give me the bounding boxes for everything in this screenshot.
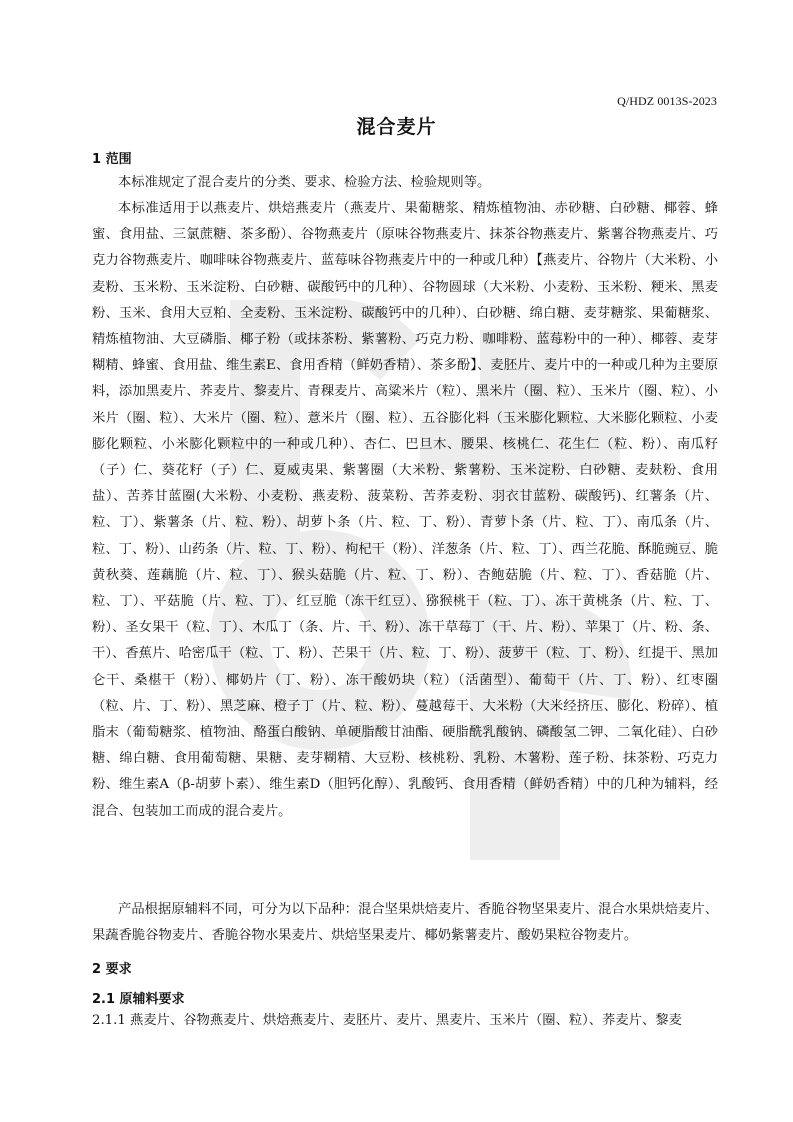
section-2-heading: 2 要求 — [92, 962, 132, 977]
scope-paragraph-1: 本标准规定了混合麦片的分类、要求、检验方法、检验规则等。 — [118, 175, 491, 190]
scope-paragraph-2: 本标准适用于以燕麦片、烘焙燕麦片（燕麦片、果葡糖浆、精炼植物油、赤砂糖、白砂糖、椰蓉、蜂蜜、食用盐、三氯蔗糖、茶多酚）、谷物燕麦片（原味谷物燕麦片、抹茶谷物燕麦片、紫薯谷物燕麦片、巧克力谷物燕麦片、咖啡味谷物燕麦片、蓝莓味谷物燕麦片中的一种或几种）【燕麦片、谷物片（大米粉、小麦粉、玉米粉、玉米淀粉、白砂糖、碳酸钙中的几种）、谷物圆球（大米粉、小麦粉、玉米粉、粳米、黑麦粉、玉米、食用大豆粕、全麦粉、玉米淀粉、碳酸钙中的几种）、白砂糖、绵白糖、麦芽糖浆、果葡糖浆、精炼植物油、大豆磷脂、椰子粉（或抹茶粉、紫薯粉、巧克力粉、咖啡粉、蓝莓粉中的一种）、椰蓉、麦芽糊精、蜂蜜、食用盐、维生素E、食用香精（鲜奶香精）、茶多酚】、麦胚片、麦片中的一种或几种为主要原料，添加黑麦片、荞麦片、黎麦片、青稞麦片、高粱米片（粒）、黑米片（圈、粒）、玉米片（圈、粒）、小米片（圈、粒）、大米片（圈、粒）、薏米片（圈、粒）、五谷膨化料（玉米膨化颗粒、大米膨化颗粒、小麦膨化颗粒、小米膨化颗粒中的一种或几种）、杏仁、巴旦木、腰果、核桃仁、花生仁（粒、粉）、南瓜籽（子）仁、葵花籽（子）仁、夏威夷果、紫薯圈（大米粉、紫薯粉、玉米淀粉、白砂糖、麦麸粉、食用盐）、苦荞甘蓝圈(大米粉、小麦粉、燕麦粉、菠菜粉、苦荞麦粉、羽衣甘蓝粉、碳酸钙)、红薯条（片、粒、丁）、紫薯条（片、粒、粉）、胡萝卜条（片、粒、丁、粉）、青萝卜条（片、粒、丁）、南瓜条（片、粒、丁、粉）、山药条（片、粒、丁、粉）、枸杞干（粉）、洋葱条（片、粒、丁）、西兰花脆、酥脆豌豆、脆黄秋葵、莲藕脆（片、粒、丁）、猴头菇脆（片、粒、丁、粉）、杏鲍菇脆（片、粒、丁）、香菇脆（片、粒、丁）、平菇脆（片、粒、丁）、红豆脆（冻干红豆）、猕猴桃干（粒、丁）、冻干黄桃条（片、粒、丁、粉）、圣女果干（粒、丁）、木瓜丁（条、片、干、粉）、冻干草莓丁（干、片、粉）、苹果丁（片、粉、条、干）、香蕉片、哈密瓜干（粒、丁、粉）、芒果干（片、粒、丁、粉）、菠萝干（粒、丁、粉）、红提干、黑加仑干、桑椹干（粉）、椰奶片（丁、粉）、冻干酸奶块（粒）（活菌型）、葡萄干（片、丁、粉）、红枣圈（粒、片、丁、粉）、黑芝麻、橙子丁（片、粒、粉）、蔓越莓干、大米粉（大米经挤压、膨化、粉碎）、植脂末（葡萄糖浆、植物油、酪蛋白酸钠、单硬脂酸甘油酯、硬脂酰乳酸钠、磷酸氢二钾、二氧化硅）、白砂糖、绵白糖、食用葡萄糖、果糖、麦芽糊精、大豆粉、核桃粉、乳粉、木薯粉、莲子粉、抹茶粉、巧克力粉、维生素A（β-胡萝卜素）、维生素D（胆钙化醇）、乳酸钙、食用香精（鲜奶香精）中的几种为辅料，经混合、包装加工而成的混合麦片。 — [92, 201, 718, 819]
clause-2-1-1: 2.1.1 燕麦片、谷物燕麦片、烘焙燕麦片、麦胚片、麦片、黑麦片、玉米片（圈、粒）、荞麦片、黎麦 — [92, 1013, 682, 1028]
section-2-1-heading: 2.1 原辅料要求 — [92, 992, 185, 1007]
scope-paragraph-3: 产品根据原辅料不同，可分为以下品种：混合坚果烘焙麦片、香脆谷物坚果麦片、混合水果烘焙麦片、果蔬香脆谷物麦片、香脆谷物水果麦片、烘焙坚果麦片、椰奶紫薯麦片、酸奶果粒谷物麦片。 — [92, 902, 718, 944]
document-code: Q/HDZ 0013S-2023 — [617, 94, 717, 108]
section-1-heading: 1 范围 — [92, 152, 132, 167]
document-title: 混合麦片 — [356, 116, 437, 138]
